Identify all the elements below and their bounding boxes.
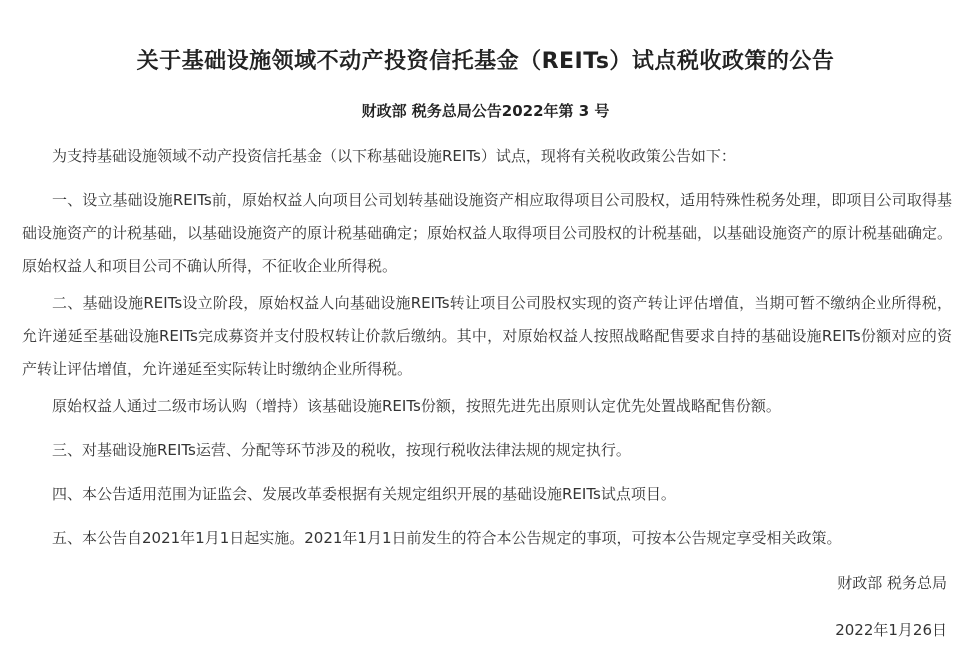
paragraph-article-three: 三、对基础设施REITs运营、分配等环节涉及的税收，按现行税收法律法规的规定执行。: [52, 441, 631, 459]
paragraph-intro: 为支持基础设施领域不动产投资信托基金（以下称基础设施REITs）试点，现将有关税收政策公告如下：: [52, 147, 736, 165]
issue-date: 2022年1月26日: [835, 621, 947, 639]
paragraph-article-four: 四、本公告适用范围为证监会、发展改革委根据有关规定组织开展的基础设施REITs试点项目。: [52, 485, 676, 503]
document-number: 财政部 税务总局公告2022年第 3 号: [361, 102, 610, 120]
paragraph-article-five: 五、本公告自2021年1月1日起实施。2021年1月1日前发生的符合本公告规定的事项，可按本公告规定享受相关政策。: [52, 529, 842, 547]
paragraph-article-two-supplement: 原始权益人通过二级市场认购（增持）该基础设施REITs份额，按照先进先出原则认定优先处置战略配售份额。: [52, 397, 781, 415]
issuer-signature: 财政部 税务总局: [837, 574, 947, 592]
document-title: 关于基础设施领域不动产投资信托基金（REITs）试点税收政策的公告: [136, 49, 835, 74]
paragraph-article-one: 一、设立基础设施REITs前，原始权益人向项目公司划转基础设施资产相应取得项目公司股权，适用特殊性税务处理，即项目公司取得基础设施资产的计税基础，以基础设施资产的原计税基础确定；原始权益人取得项目公司股权的计税基础，以基础设施资产的原计税基础确定。原始权益人和项目公司不确认所得，不征收企业所得税。: [22, 191, 953, 275]
paragraph-article-two: 二、基础设施REITs设立阶段，原始权益人向基础设施REITs转让项目公司股权实现的资产转让评估增值，当期可暂不缴纳企业所得税，允许递延至基础设施REITs完成募资并支付股权转让价款后缴纳。其中，对原始权益人按照战略配售要求自持的基础设施REITs份额对应的资产转让评估增值，允许递延至实际转让时缴纳企业所得税。: [22, 294, 952, 378]
